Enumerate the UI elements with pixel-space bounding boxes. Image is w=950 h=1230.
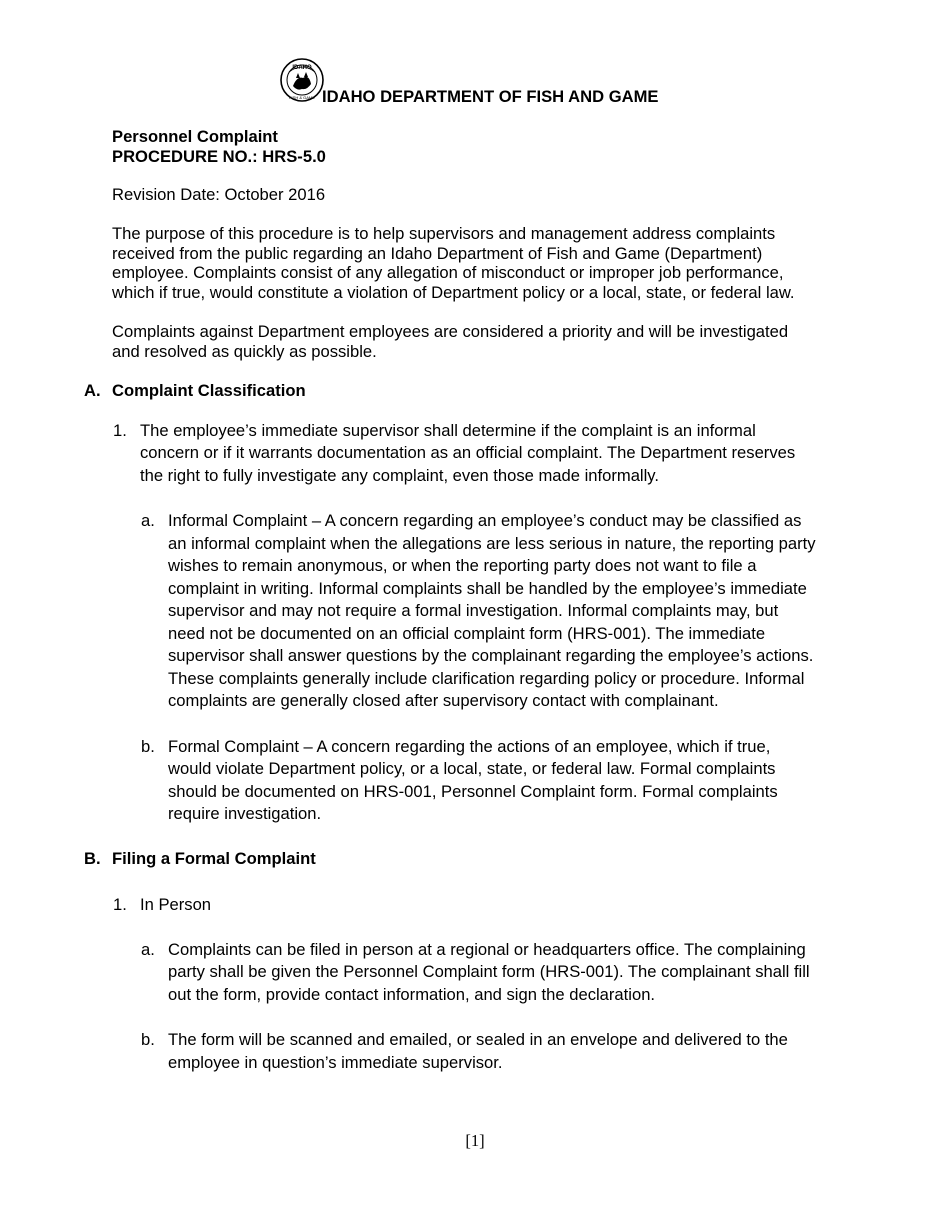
text-line: party shall be given the Personnel Complaint form (HRS-001). The complainant shall fill xyxy=(168,962,810,981)
text-line: would violate Department policy, or a local, state, or federal law. Formal complaints xyxy=(168,759,776,778)
svg-text:FISH & GAME: FISH & GAME xyxy=(289,95,315,100)
procedure-number: PROCEDURE NO.: HRS-5.0 xyxy=(112,147,326,166)
list-item-label: In Person xyxy=(140,895,212,914)
section-heading: Filing a Formal Complaint xyxy=(112,849,316,868)
text-line: need not be documented on an official complaint form (HRS-001). The immediate xyxy=(168,624,766,643)
text-line: employee. Complaints consist of any allegation of misconduct or improper job performance, xyxy=(112,263,784,282)
list-letter: a. xyxy=(141,940,155,959)
svg-text:IDAHO: IDAHO xyxy=(292,65,312,71)
text-line: Formal Complaint – A concern regarding the actions of an employee, which if true, xyxy=(168,737,771,756)
text-line: Complaints against Department employees are considered a priority and will be investigated xyxy=(112,322,789,341)
text-line: complaints are generally closed after supervisory contact with complainant. xyxy=(168,691,719,710)
text-line: received from the public regarding an Idaho Department of Fish and Game (Department) xyxy=(112,244,763,263)
section-letter: B. xyxy=(84,849,101,868)
text-line: which if true, would constitute a violation of Department policy or a local, state, or federal law. xyxy=(112,283,795,302)
text-line: supervisor and may not require a formal investigation. Informal complaints may, but xyxy=(168,601,779,620)
text-line: concern or if it warrants documentation as an official complaint. The Department reserves xyxy=(140,443,796,462)
document-title: Personnel Complaint xyxy=(112,127,278,146)
text-line: Informal Complaint – A concern regarding an employee’s conduct may be classified as xyxy=(168,511,802,530)
text-line: require investigation. xyxy=(168,804,322,823)
text-line: complaint in writing. Informal complaints shall be handled by the employee’s immediate xyxy=(168,579,807,598)
text-line: The form will be scanned and emailed, or sealed in an envelope and delivered to the xyxy=(168,1030,788,1049)
revision-date: Revision Date: October 2016 xyxy=(112,185,326,204)
text-line: should be documented on HRS-001, Personnel Complaint form. Formal complaints xyxy=(168,782,778,801)
page-number: [1] xyxy=(465,1131,485,1150)
text-line: These complaints generally include clarification regarding policy or procedure. Informal xyxy=(168,669,805,688)
section-letter: A. xyxy=(84,381,101,400)
text-line: The purpose of this procedure is to help supervisors and management address complaints xyxy=(112,224,776,243)
list-letter: b. xyxy=(141,1030,155,1049)
list-letter: b. xyxy=(141,737,155,756)
idaho-fish-and-game-seal-icon xyxy=(279,56,325,104)
list-number: 1. xyxy=(113,895,127,914)
text-line: out the form, provide contact information, and sign the declaration. xyxy=(168,985,656,1004)
agency-name: IDAHO DEPARTMENT OF FISH AND GAME xyxy=(322,87,659,106)
list-number: 1. xyxy=(113,421,127,440)
list-letter: a. xyxy=(141,511,155,530)
text-line: The employee’s immediate supervisor shall determine if the complaint is an informal xyxy=(140,421,756,440)
text-line: wishes to remain anonymous, or when the reporting party does not want to file a xyxy=(168,556,757,575)
text-line: an informal complaint when the allegations are less serious in nature, the reporting party xyxy=(168,534,816,553)
section-heading: Complaint Classification xyxy=(112,381,306,400)
text-line: the right to fully investigate any complaint, even those made informally. xyxy=(140,466,659,485)
text-line: supervisor shall answer questions by the complainant regarding the employee’s actions. xyxy=(168,646,814,665)
text-line: employee in question’s immediate supervisor. xyxy=(168,1053,503,1072)
text-line: Complaints can be filed in person at a regional or headquarters office. The complaining xyxy=(168,940,806,959)
text-line: and resolved as quickly as possible. xyxy=(112,342,377,361)
